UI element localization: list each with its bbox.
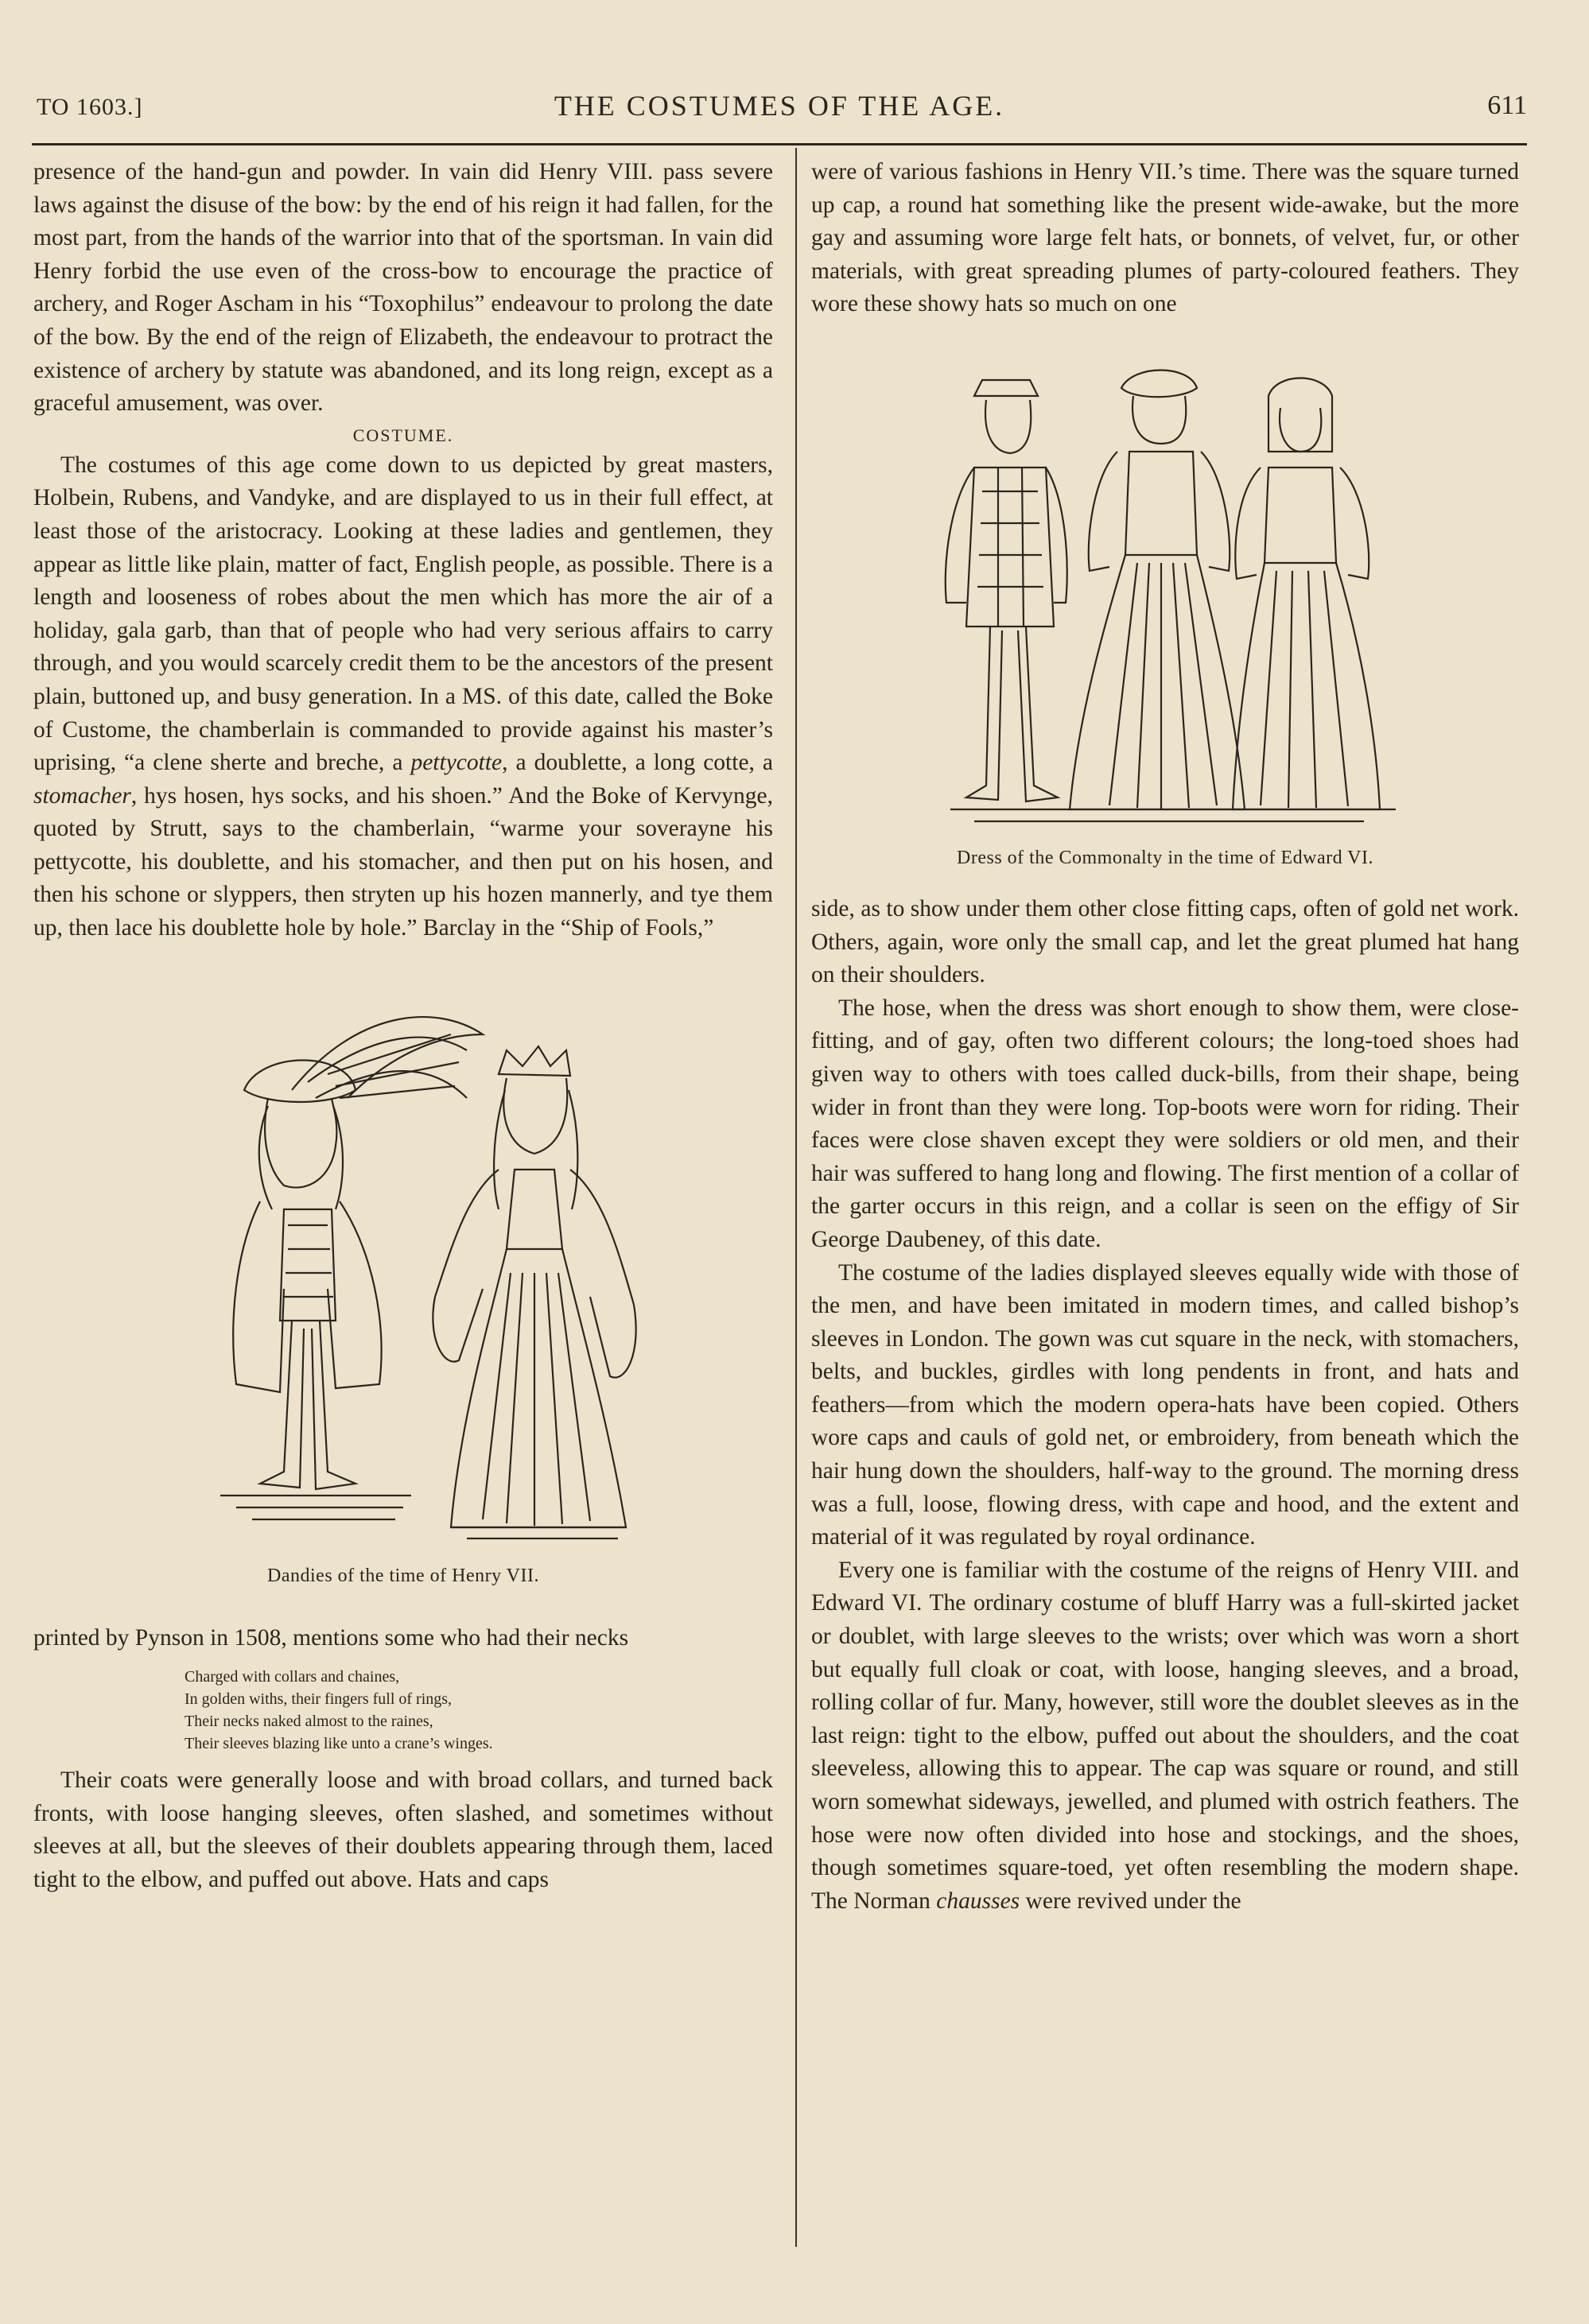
right-column	[811, 156, 1519, 1918]
figure-caption-commonalty: Dress of the Commonalty in the time of Edward VI.	[957, 847, 1373, 868]
paragraph-ladies: The costume of the ladies displayed sleeves equally wide with those of the men, and have been imitated in modern times, and called bishop’s sleeves in London. The gown was cut square in the neck, with stomachers, belts, and buckles, girdles with long pendents in front, and hats and feathers—from which the modern opera-hats have been copied. Others wore caps and cauls of gold net, or embroidery, from beneath which the hair hung down the shoulders, half-way to the ground. The morning dress was a full, loose, flowing dress, with cape and hood, and the extent and material of it was regulated by royal ordinance.	[811, 1259, 1519, 1550]
paragraph-coats: Their coats were generally loose and with broad collars, and turned back fronts, with loose hanging sleeves, often slashed, and sometimes without sleeves at all, but the sleeves of their doublets appearing through them, laced tight to the elbow, and puffed out above. Hats and caps	[33, 1767, 773, 1893]
italic-term: pettycotte	[410, 750, 503, 776]
poem-line: Their necks naked almost to the raines,	[185, 1713, 433, 1731]
figure-commonalty	[811, 364, 1519, 869]
paragraph-pynson: printed by Pynson in 1508, mentions some who had their necks	[33, 1624, 629, 1651]
left-column	[33, 156, 773, 1897]
paragraph-caps: side, as to show under them other close fitting caps, often of gold net work. Others, again, wore only the small cap, and let the great plumed hat hang on their shoulders.	[811, 895, 1519, 988]
figure-caption-dandies: Dandies of the time of Henry VII.	[267, 1565, 539, 1586]
column-divider	[795, 148, 797, 2247]
poem-line: Their sleeves blazing like unto a crane’s winges.	[185, 1735, 493, 1753]
text-run: were revived under the	[1020, 1888, 1241, 1914]
italic-term: chausses	[936, 1888, 1020, 1914]
poem-line: Charged with collars and chaines,	[185, 1668, 400, 1686]
running-header	[32, 89, 1527, 137]
header-rule	[32, 143, 1527, 145]
paragraph-archery: presence of the hand-gun and powder. In vain did Henry VIII. pass severe laws against the disuse of the bow: by the end of his reign it had fallen, for the most part, from the hands of the warrior into that of the sportsman. In vain did Henry forbid the use even of the cross-bow to encourage the practice of archery, and Roger Ascham in his “Toxophilus” endeavour to prolong the date of the bow. By the end of the reign of Elizabeth, the endeavour to protract the existence of archery by statute was abandoned, and its long reign, except as a graceful amusement, was over.	[33, 159, 773, 417]
italic-term: stomacher	[33, 782, 131, 809]
text-run: Every one is familiar with the costume of the reigns of Henry VIII. and Edward VI. The ordinary costume of bluff Harry was a full-skirted jacket or doublet, with large sleeves to the wrists; over which was worn a short but equally full cloak or coat, with loose, hanging sleeves, and a broad, rolling collar of fur. Many, however, still wore the doublet sleeves as in the last reign: tight to the elbow, puffed out about the shoulders, and the coat sleeveless, allowing this to appear. The cap was square or round, and still worn somewhat sideways, jewelled, and plumed with ostrich feathers. The hose were now often divided into hose and stockings, and the shoes, though sometimes square-toed, yet often resembling the modern shape. The Norman	[811, 1557, 1519, 1914]
paragraph-henry-viii	[811, 1554, 1519, 1919]
text-run: , hys hosen, hys socks, and his shoen.” And the Boke of Kervynge, quoted by Strutt, says to the chamberlain, “warme your soverayne his pettycotte, his doublette, and his stomacher, and then put on his hosen, and then his schone or slyppers, then stryten up his hozen mannerly, and tye them up, then lace his doublette hole by hole.” Barclay in the “Ship of Fools,”	[33, 782, 773, 941]
section-heading-costume: COSTUME.	[352, 425, 454, 445]
text-run: , a doublette, a long cotte, a	[502, 750, 773, 776]
paragraph-hose: The hose, when the dress was short enough to show them, were close-fitting, and of gay, often two different colours; the long-toed shoes had given way to others with toes called duck-bills, from their shape, being wider in front than they were long. Top-boots were worn for riding. Their faces were close shaven except they were soldiers or old men, and their hair was suffered to hang long and flowing. The first mention of a collar of the garter occurs in this reign, and a collar is seen on the effigy of Sir George Daubeney, of this date.	[811, 995, 1519, 1252]
poem-quotation	[185, 1666, 773, 1755]
page-number: 611	[1487, 91, 1527, 120]
poem-line: In golden withs, their fingers full of rings,	[185, 1690, 453, 1709]
header-left: TO 1603.]	[37, 94, 143, 120]
figure-dandies	[33, 987, 773, 1587]
paragraph-costumes	[33, 449, 773, 945]
page-title: THE COSTUMES OF THE AGE.	[554, 90, 1005, 122]
text-run: The costumes of this age come down to us depicted by great masters, Holbein, Rubens, and Vandyke, and are displayed to us in their full effect, at least those of the aristocracy. Looking at these ladies and gentlemen, they appear as little like plain, matter of fact, English people, as possible. There is a length and looseness of robes about the men which has more the air of a holiday, gala garb, than that of people who had very serious affairs to carry through, and you would scarcely credit them to be the ancestors of the present plain, buttoned up, and busy generation. In a MS. of this date, called the Boke of Custome, the chamberlain is commanded to provide against his master’s uprising, “a clene sherte and breche, a	[33, 452, 773, 776]
paragraph-hats: were of various fashions in Henry VII.’s time. There was the square turned up cap, a round hat something like the present wide-awake, but the more gay and assuming wore large felt hats, or bonnets, of velvet, fur, or other materials, with great spreading plumes of party-coloured feathers. They wore these showy hats so much on one	[811, 159, 1519, 317]
engraving-dandies-illustration	[149, 987, 658, 1559]
engraving-commonalty-illustration	[919, 364, 1412, 841]
